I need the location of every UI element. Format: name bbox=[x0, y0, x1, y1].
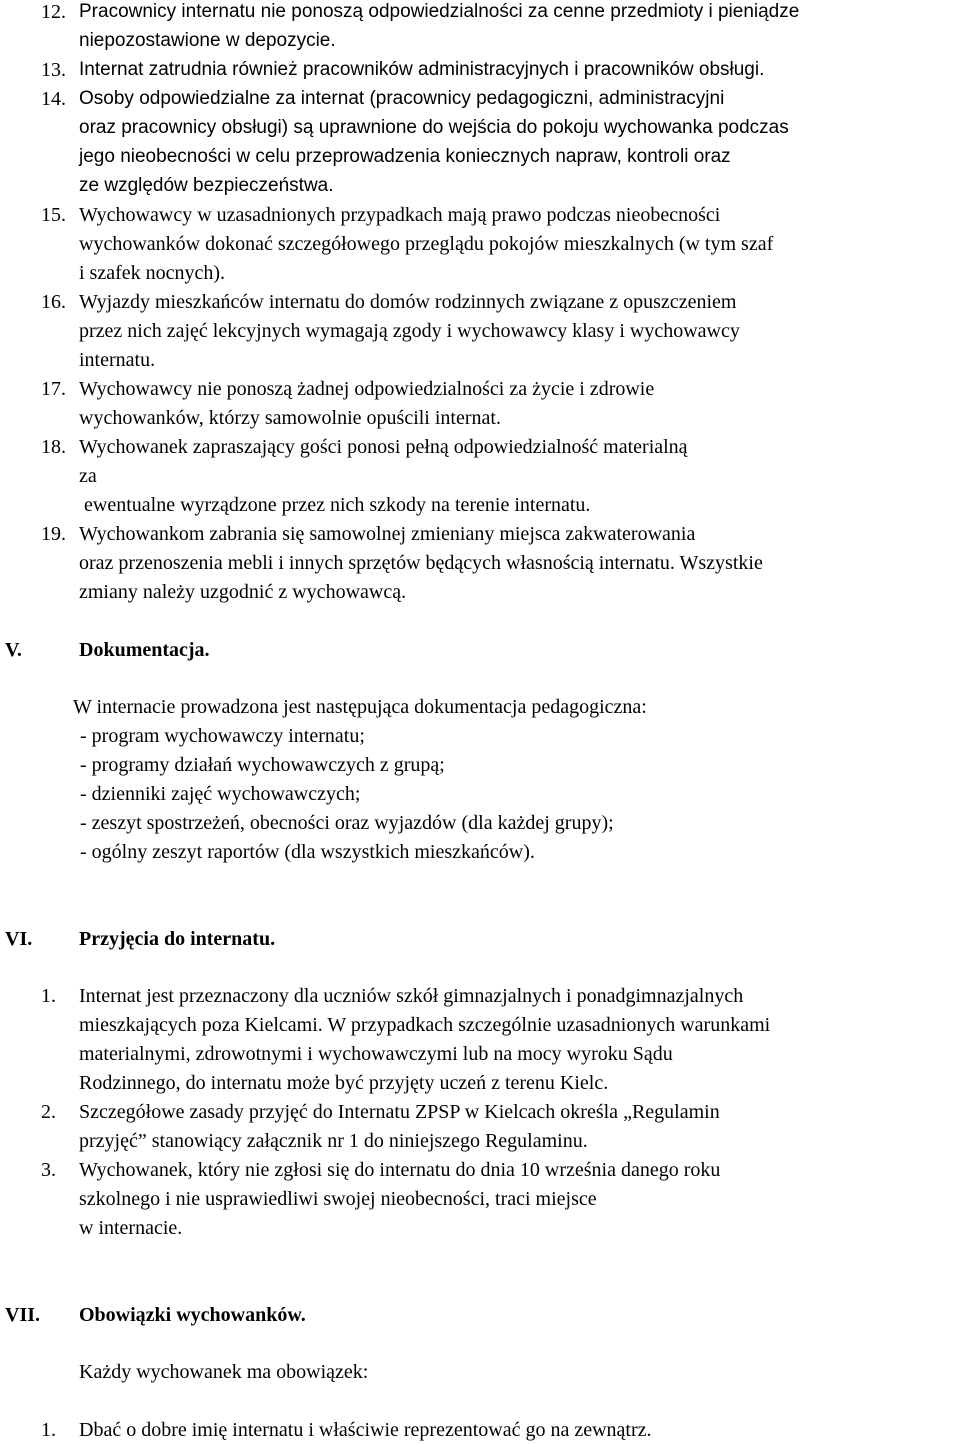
section-vi-item-1-number: 1. bbox=[41, 985, 56, 1007]
item-14-line-1: Osoby odpowiedzialne za internat (pracownicy pedagogiczni, administracyjni bbox=[79, 88, 725, 109]
section-v-title: Dokumentacja. bbox=[79, 639, 210, 661]
section-v-bullet-4: - zeszyt spostrzeżeń, obecności oraz wyjazdów (dla każdej grupy); bbox=[80, 812, 614, 834]
section-v-bullet-5: - ogólny zeszyt raportów (dla wszystkich mieszkańców). bbox=[80, 841, 535, 863]
item-19-line-2: oraz przenoszenia mebli i innych sprzętów będących własnością internatu. Wszystkie bbox=[79, 552, 763, 574]
item-12-number: 12. bbox=[41, 1, 66, 23]
item-14-line-2: oraz pracownicy obsługi) są uprawnione do wejścia do pokoju wychowanka podczas bbox=[79, 117, 789, 138]
section-v-bullet-1: - program wychowawczy internatu; bbox=[80, 725, 365, 747]
section-vii-item-1-number: 1. bbox=[41, 1419, 56, 1441]
item-19-number: 19. bbox=[41, 523, 66, 545]
item-17-line-2: wychowanków, którzy samowolnie opuścili internat. bbox=[79, 407, 501, 429]
section-vi-item-2-line-2: przyjęć” stanowiący załącznik nr 1 do niniejszego Regulaminu. bbox=[79, 1130, 588, 1152]
section-v-bullet-2: - programy działań wychowawczych z grupą; bbox=[80, 754, 445, 776]
section-v-number: V. bbox=[5, 639, 22, 661]
section-vi-item-1-line-2: mieszkających poza Kielcami. W przypadkach szczególnie uzasadnionych warunkami bbox=[79, 1014, 771, 1036]
item-16-line-1: Wyjazdy mieszkańców internatu do domów rodzinnych związane z opuszczeniem bbox=[79, 291, 737, 313]
item-16-line-3: internatu. bbox=[79, 349, 156, 371]
item-16-line-2: przez nich zajęć lekcyjnych wymagają zgody i wychowawcy klasy i wychowawcy bbox=[79, 320, 740, 342]
item-19-line-1: Wychowankom zabrania się samowolnej zmieniany miejsca zakwaterowania bbox=[79, 523, 696, 545]
item-17-number: 17. bbox=[41, 378, 66, 400]
item-18-number: 18. bbox=[41, 436, 66, 458]
section-vi-item-3-line-1: Wychowanek, który nie zgłosi się do internatu do dnia 10 września danego roku bbox=[79, 1159, 721, 1181]
item-12-line-1: Pracownicy internatu nie ponoszą odpowiedzialności za cenne przedmioty i pieniądze bbox=[79, 1, 800, 22]
item-18-line-1: Wychowanek zapraszający gości ponosi pełną odpowiedzialność materialną bbox=[79, 436, 688, 458]
item-19-line-3: zmiany należy uzgodnić z wychowawcą. bbox=[79, 581, 407, 603]
section-vi-item-1-line-1: Internat jest przeznaczony dla uczniów szkół gimnazjalnych i ponadgimnazjalnych bbox=[79, 985, 744, 1007]
section-vii-intro: Każdy wychowanek ma obowiązek: bbox=[79, 1361, 369, 1383]
section-vi-item-2-line-1: Szczegółowe zasady przyjęć do Internatu ZPSP w Kielcach określa „Regulamin bbox=[79, 1101, 720, 1123]
item-18-line-2: za bbox=[79, 465, 97, 487]
section-vi-title: Przyjęcia do internatu. bbox=[79, 928, 276, 950]
item-15-line-3: i szafek nocnych). bbox=[79, 262, 226, 284]
section-vi-item-1-line-4: Rodzinnego, do internatu może być przyjęty uczeń z terenu Kielc. bbox=[79, 1072, 609, 1094]
section-vii-item-1-text: Dbać o dobre imię internatu i właściwie reprezentować go na zewnątrz. bbox=[79, 1419, 652, 1441]
section-vi-item-2-number: 2. bbox=[41, 1101, 56, 1123]
section-v-intro: W internacie prowadzona jest następująca dokumentacja pedagogiczna: bbox=[73, 696, 647, 718]
item-17-line-1: Wychowawcy nie ponoszą żadnej odpowiedzialności za życie i zdrowie bbox=[79, 378, 655, 400]
item-13-line-1: Internat zatrudnia również pracowników administracyjnych i pracowników obsługi. bbox=[79, 59, 765, 80]
item-14-line-3: jego nieobecności w celu przeprowadzenia koniecznych napraw, kontroli oraz bbox=[79, 146, 731, 167]
section-vii-title: Obowiązki wychowanków. bbox=[79, 1304, 306, 1326]
section-vi-item-3-line-3: w internacie. bbox=[79, 1217, 183, 1239]
section-vi-item-3-line-2: szkolnego i nie usprawiedliwi swojej nieobecności, traci miejsce bbox=[79, 1188, 597, 1210]
item-18-line-3: ewentualne wyrządzone przez nich szkody na terenie internatu. bbox=[79, 494, 591, 516]
item-14-line-4: ze względów bezpieczeństwa. bbox=[79, 175, 334, 196]
item-15-number: 15. bbox=[41, 204, 66, 226]
section-vii-number: VII. bbox=[5, 1304, 41, 1326]
section-vi-number: VI. bbox=[5, 928, 33, 950]
item-15-line-1: Wychowawcy w uzasadnionych przypadkach mają prawo podczas nieobecności bbox=[79, 204, 721, 226]
section-vi-item-3-number: 3. bbox=[41, 1159, 56, 1181]
section-v-bullet-3: - dzienniki zajęć wychowawczych; bbox=[80, 783, 361, 805]
item-13-number: 13. bbox=[41, 59, 66, 81]
item-15-line-2: wychowanków dokonać szczegółowego przeglądu pokojów mieszkalnych (w tym szaf bbox=[79, 233, 774, 255]
section-vi-item-1-line-3: materialnymi, zdrowotnymi i wychowawczymi lub na mocy wyroku Sądu bbox=[79, 1043, 673, 1065]
item-14-number: 14. bbox=[41, 88, 66, 110]
item-12-line-2: niepozostawione w depozycie. bbox=[79, 30, 336, 51]
item-16-number: 16. bbox=[41, 291, 66, 313]
